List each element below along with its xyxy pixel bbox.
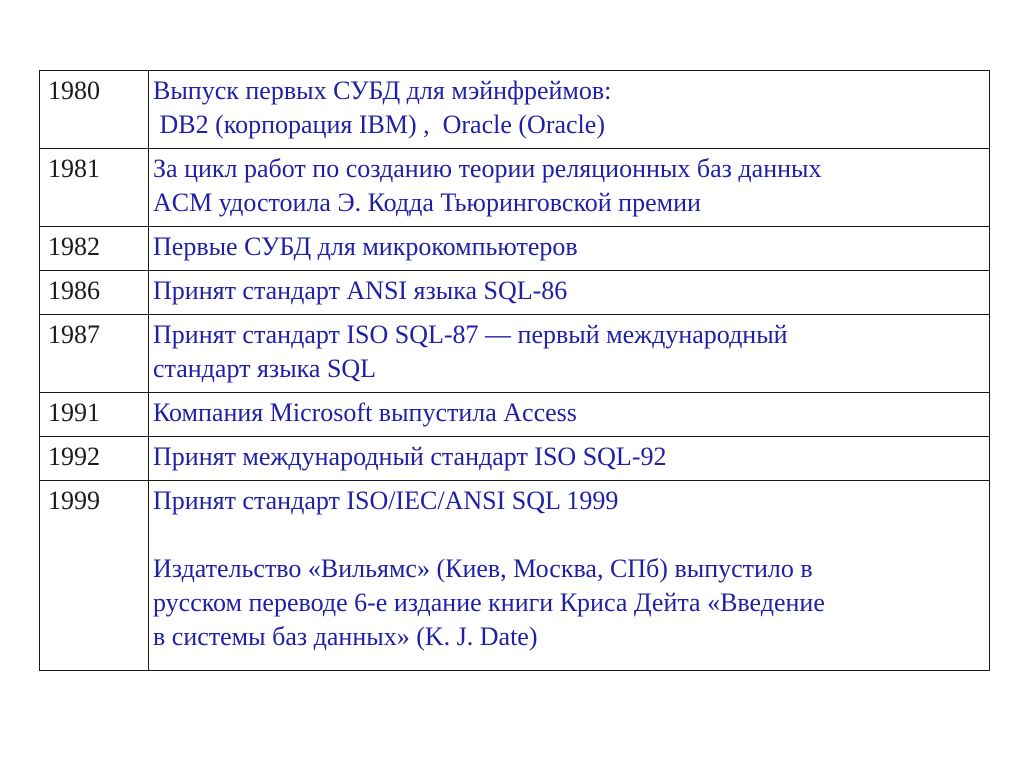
table-row xyxy=(40,71,990,149)
year-cell: 1982 xyxy=(40,227,149,271)
event-line: За цикл работ по созданию теории реляционных баз данных xyxy=(153,154,822,183)
year-cell: 1992 xyxy=(40,437,149,481)
event-cell xyxy=(149,437,990,481)
event-line: Принят международный стандарт ISO SQL-92 xyxy=(153,442,667,471)
event-line: стандарт языка SQL xyxy=(153,354,377,383)
event-line: Принят стандарт ISO SQL-87 — первый международный xyxy=(153,320,788,349)
timeline-table xyxy=(39,70,990,671)
table-row xyxy=(40,393,990,437)
event-line: Первые СУБД для микрокомпьютеров xyxy=(153,232,578,261)
year-cell: 1991 xyxy=(40,393,149,437)
event-line: Принят стандарт ANSI языка SQL-86 xyxy=(153,276,568,305)
table-row xyxy=(40,149,990,227)
event-line: Компания Microsoft выпустила Access xyxy=(153,398,577,427)
event-cell xyxy=(149,393,990,437)
year-cell: 1986 xyxy=(40,271,149,315)
table-row xyxy=(40,481,990,671)
table-row xyxy=(40,227,990,271)
event-cell xyxy=(149,315,990,393)
year-cell: 1980 xyxy=(40,71,149,149)
event-line: DB2 (корпорация IBM) , Oracle (Oracle) xyxy=(153,110,605,139)
event-line: ACM удостоила Э. Кодда Тьюринговской премии xyxy=(153,188,701,217)
event-cell xyxy=(149,71,990,149)
table-row xyxy=(40,315,990,393)
event-cell xyxy=(149,149,990,227)
table-row xyxy=(40,271,990,315)
table-row xyxy=(40,437,990,481)
year-cell: 1999 xyxy=(40,481,149,671)
year-cell: 1981 xyxy=(40,149,149,227)
event-cell xyxy=(149,271,990,315)
event-line: в системы баз данных» (K. J. Date) xyxy=(153,622,538,651)
event-line: Выпуск первых СУБД для мэйнфреймов: xyxy=(153,76,612,105)
event-line: Издательство «Вильямс» (Киев, Москва, СПб) выпустило в xyxy=(153,554,813,583)
event-line: русском переводе 6-е издание книги Криса Дейта «Введение xyxy=(153,588,825,617)
event-cell xyxy=(149,227,990,271)
event-line: Принят стандарт ISO/IEC/ANSI SQL 1999 xyxy=(153,486,619,515)
event-cell xyxy=(149,481,990,671)
year-cell: 1987 xyxy=(40,315,149,393)
